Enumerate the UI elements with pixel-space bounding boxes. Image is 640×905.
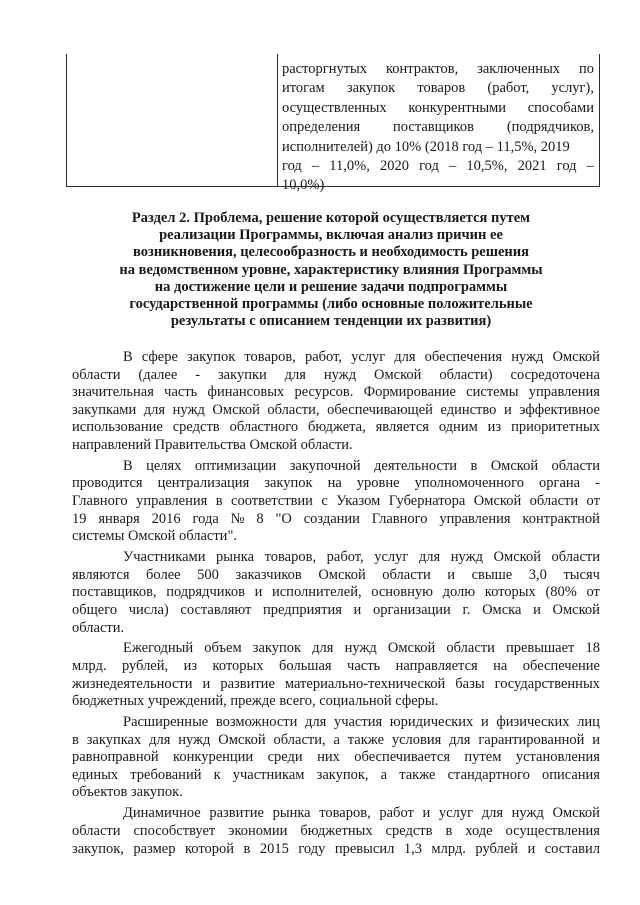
word: них bbox=[317, 749, 340, 766]
word: направляется bbox=[395, 657, 478, 674]
paragraph bbox=[72, 805, 600, 858]
word: исполнителей) до 10% (2018 год – 11,5%, 2019 bbox=[282, 138, 570, 155]
table-fragment bbox=[66, 54, 600, 194]
word: обеспечивается bbox=[354, 749, 450, 766]
text-line bbox=[72, 805, 600, 823]
word: (подрядчиков, bbox=[506, 119, 594, 136]
paragraph bbox=[72, 714, 600, 802]
word: является bbox=[375, 419, 429, 436]
word: к bbox=[213, 766, 221, 783]
word: проводится bbox=[72, 475, 143, 492]
word: закупок bbox=[346, 80, 396, 97]
section-heading bbox=[96, 210, 566, 330]
text-line bbox=[72, 528, 600, 546]
word: (80% bbox=[545, 584, 577, 601]
word: Главного bbox=[371, 510, 428, 527]
word: 1,3 bbox=[403, 840, 422, 857]
word: одним bbox=[438, 419, 478, 436]
word: осуществления bbox=[505, 822, 600, 839]
table-empty-cell bbox=[67, 54, 278, 186]
word: рынка bbox=[216, 549, 255, 566]
text-line bbox=[72, 349, 600, 367]
heading-line: результаты с описанием тенденции их развития) bbox=[170, 313, 492, 330]
word: соответствии bbox=[231, 493, 313, 510]
word: (далее bbox=[138, 366, 178, 383]
word: Омской bbox=[490, 457, 539, 474]
word: услуг bbox=[438, 805, 474, 822]
word: от bbox=[586, 493, 600, 510]
word: закупках bbox=[86, 731, 142, 748]
word: равноправной bbox=[72, 749, 159, 766]
word: 2021 bbox=[517, 158, 547, 175]
word: системы bbox=[466, 384, 519, 401]
word: Омской bbox=[473, 493, 522, 510]
table-text-line bbox=[282, 79, 594, 98]
word: общего bbox=[72, 601, 118, 618]
word: работ, bbox=[304, 349, 342, 365]
text-line bbox=[72, 367, 600, 385]
word: 2016 bbox=[151, 510, 181, 527]
word: с bbox=[321, 493, 328, 510]
word: 19 bbox=[72, 510, 87, 527]
word: 8 bbox=[256, 510, 264, 527]
word: № bbox=[230, 510, 245, 527]
word: в bbox=[72, 731, 79, 748]
word: управления bbox=[528, 384, 600, 401]
word: в bbox=[445, 822, 453, 839]
text-line bbox=[72, 714, 600, 732]
word: рынка bbox=[272, 805, 311, 822]
word: Губернатора bbox=[388, 493, 466, 510]
word: часть bbox=[347, 657, 381, 674]
word: на bbox=[327, 475, 342, 492]
word: заказчиков bbox=[235, 566, 302, 583]
word: ходе bbox=[465, 822, 493, 839]
word: закупок, bbox=[72, 840, 124, 857]
word: поставщиков bbox=[393, 119, 474, 136]
word: для bbox=[418, 549, 441, 566]
word: по bbox=[578, 61, 594, 77]
word: Расширенные bbox=[123, 714, 209, 731]
word: способствует bbox=[133, 822, 216, 839]
word: рублей bbox=[475, 840, 518, 857]
word: Омской bbox=[552, 349, 600, 365]
table-text-line bbox=[282, 60, 594, 79]
word: 2020 bbox=[379, 158, 409, 175]
word: лиц bbox=[577, 714, 600, 731]
word: нужд bbox=[178, 731, 211, 748]
word: Главного bbox=[72, 493, 128, 510]
word: объектов закупок. bbox=[72, 784, 183, 801]
word: предприятия bbox=[263, 601, 342, 618]
text-line bbox=[72, 749, 600, 767]
text-line bbox=[72, 602, 600, 620]
word: закупками bbox=[72, 401, 137, 418]
word: Омской bbox=[318, 566, 366, 583]
word: развитие bbox=[220, 675, 275, 692]
word: и bbox=[254, 584, 263, 601]
word: и bbox=[447, 566, 456, 583]
word: Омской bbox=[218, 731, 266, 748]
text-line bbox=[72, 841, 600, 859]
text-line bbox=[72, 584, 600, 602]
word: и bbox=[202, 675, 211, 692]
word: поставщиков, bbox=[72, 584, 157, 601]
word: единых bbox=[72, 766, 119, 783]
word: более bbox=[146, 566, 181, 583]
text-line bbox=[72, 493, 600, 511]
word: и bbox=[592, 731, 600, 748]
word: и bbox=[527, 840, 536, 857]
word: области bbox=[382, 566, 431, 583]
word: Формирование bbox=[363, 384, 456, 401]
word: на bbox=[493, 657, 508, 674]
table-text-line bbox=[282, 118, 594, 137]
word: 18 bbox=[585, 640, 600, 657]
word: области bbox=[446, 640, 495, 657]
word: в bbox=[243, 840, 251, 857]
word: требований bbox=[130, 766, 202, 783]
word: участия bbox=[333, 714, 383, 731]
word: развитие bbox=[209, 805, 264, 822]
word: области. bbox=[72, 619, 125, 636]
word: и bbox=[480, 714, 489, 731]
text-line bbox=[72, 402, 600, 420]
text-line bbox=[72, 640, 600, 658]
word: закупок bbox=[264, 475, 313, 492]
word: для bbox=[394, 349, 416, 365]
word: сфере bbox=[141, 349, 178, 365]
word: Омской bbox=[493, 549, 541, 566]
word: бюджетных bbox=[300, 822, 373, 839]
word: нужд bbox=[511, 349, 544, 365]
word: финансовых bbox=[207, 384, 285, 401]
word: и bbox=[353, 601, 362, 618]
word: заключенных bbox=[477, 61, 561, 77]
word: для bbox=[149, 731, 171, 748]
word: уполномоченного bbox=[414, 475, 524, 492]
word: среди bbox=[267, 749, 303, 766]
word: закупок bbox=[187, 349, 236, 365]
word: области, bbox=[267, 401, 320, 418]
word: которых bbox=[212, 657, 264, 674]
word: основную bbox=[371, 584, 433, 601]
text-line bbox=[72, 823, 600, 841]
word: направлений Правительства Омской области. bbox=[72, 436, 353, 453]
word: области bbox=[551, 457, 600, 474]
word: закупочной bbox=[289, 457, 361, 474]
word: для bbox=[143, 401, 166, 418]
word: - bbox=[195, 366, 201, 383]
word: уровне bbox=[356, 475, 400, 492]
word: средств bbox=[172, 419, 220, 436]
text-line bbox=[72, 784, 600, 802]
heading-line: на ведомственном уровне, характеристику влияния Программы bbox=[119, 261, 543, 278]
text-line bbox=[72, 475, 600, 493]
word: бюджетных учреждений, прежде всего, социальной сферы. bbox=[72, 693, 439, 710]
word: обеспечения bbox=[424, 349, 503, 365]
word: области bbox=[72, 822, 121, 839]
word: долю bbox=[442, 584, 476, 601]
text-line bbox=[72, 419, 600, 437]
word: областного bbox=[229, 419, 299, 436]
text-line bbox=[72, 511, 600, 529]
word: часть bbox=[164, 384, 198, 401]
word: Динамичное bbox=[123, 805, 201, 822]
word: средств bbox=[385, 822, 433, 839]
word: описания bbox=[541, 766, 600, 783]
text-line bbox=[72, 549, 600, 567]
word: нужд bbox=[344, 640, 377, 657]
word: системы Омской области". bbox=[72, 528, 237, 545]
word: услуг), bbox=[551, 80, 594, 97]
table-text-line bbox=[282, 99, 594, 118]
word: приоритетных bbox=[511, 419, 600, 436]
word: в bbox=[470, 457, 478, 474]
heading-line: на достижение цели и решение задачи подпрограммы bbox=[154, 278, 508, 295]
word: а bbox=[380, 766, 388, 783]
word: участникам bbox=[232, 766, 305, 783]
text-line bbox=[72, 658, 600, 676]
word: нужд bbox=[323, 366, 357, 383]
word: 2015 bbox=[259, 840, 289, 857]
word: обеспечение bbox=[522, 657, 600, 674]
word: целях bbox=[146, 457, 182, 474]
word: и bbox=[503, 401, 512, 418]
word: и bbox=[422, 805, 431, 822]
word: г. bbox=[462, 601, 471, 618]
word: "О bbox=[275, 510, 292, 527]
word: нужд bbox=[450, 549, 483, 566]
word: области) bbox=[439, 366, 493, 383]
word: централизация bbox=[157, 475, 250, 492]
word: размер bbox=[133, 840, 176, 857]
word: Указом bbox=[336, 493, 381, 510]
word: из bbox=[183, 657, 198, 674]
word: 10,0%) bbox=[282, 177, 325, 194]
body-text bbox=[72, 349, 600, 861]
word: обеспечивающей bbox=[327, 401, 433, 418]
heading-line: возникновения, целесообразность и необходимость решения bbox=[133, 244, 529, 261]
word: Омска bbox=[482, 601, 522, 618]
word: товаров, bbox=[264, 549, 317, 566]
word: товаров, bbox=[319, 805, 371, 822]
word: тысяч bbox=[563, 566, 600, 583]
word: год bbox=[419, 158, 439, 175]
paragraph bbox=[72, 549, 600, 637]
text-line bbox=[72, 693, 600, 711]
word: 11,0%, bbox=[329, 158, 370, 175]
word: итогам bbox=[282, 80, 325, 97]
word: гарантированной bbox=[478, 731, 585, 748]
word: составил bbox=[544, 840, 600, 857]
word: году bbox=[298, 840, 326, 857]
word: расторгнутых bbox=[282, 61, 368, 77]
word: и bbox=[533, 601, 541, 618]
word: – bbox=[586, 158, 594, 175]
word: для bbox=[305, 714, 327, 731]
word: юридических bbox=[389, 714, 474, 731]
table-text-line bbox=[282, 157, 594, 176]
word: товаров, bbox=[244, 349, 296, 365]
word: жизнедеятельности bbox=[72, 675, 193, 692]
word: сосредоточена bbox=[510, 366, 600, 383]
word: год bbox=[556, 158, 577, 175]
word: оптимизации bbox=[194, 457, 277, 474]
word: Ежегодный bbox=[123, 640, 194, 657]
text-line bbox=[72, 732, 600, 750]
word: работ bbox=[379, 805, 414, 822]
word: установления bbox=[515, 749, 600, 766]
word: экономии bbox=[228, 822, 288, 839]
word: рублей, bbox=[121, 657, 169, 674]
word: исполнителей, bbox=[271, 584, 362, 601]
word: конкурентными bbox=[408, 99, 507, 116]
word: – bbox=[449, 158, 457, 175]
word: числа) bbox=[128, 601, 169, 618]
table-text-line bbox=[282, 138, 594, 157]
table-text-line bbox=[282, 176, 594, 195]
word: большая bbox=[279, 657, 332, 674]
word: год bbox=[282, 158, 302, 175]
word: объем bbox=[204, 640, 242, 657]
word: года bbox=[192, 510, 219, 527]
paragraph bbox=[72, 458, 600, 546]
word: Омской bbox=[387, 640, 436, 657]
heading-line: Раздел 2. Проблема, решение которой осуществляется путем bbox=[131, 210, 531, 226]
word: физических bbox=[496, 714, 570, 731]
word: возможности bbox=[215, 714, 298, 731]
word: превышает bbox=[505, 640, 575, 657]
word: В bbox=[123, 349, 133, 365]
text-line bbox=[72, 767, 600, 785]
word: а bbox=[333, 731, 340, 748]
word: от bbox=[586, 584, 600, 601]
word: составляют bbox=[180, 601, 252, 618]
word: осуществленных bbox=[282, 99, 387, 116]
word: контрактной bbox=[522, 510, 600, 527]
text-line bbox=[72, 676, 600, 694]
word: путем bbox=[464, 749, 502, 766]
word: ресурсов. bbox=[294, 384, 354, 401]
word: для bbox=[312, 640, 334, 657]
word: государственных bbox=[494, 675, 600, 692]
word: свыше bbox=[471, 566, 513, 583]
text-line bbox=[72, 567, 600, 585]
word: января bbox=[98, 510, 140, 527]
table-text-cell bbox=[278, 54, 599, 194]
word: также bbox=[347, 731, 385, 748]
word: В bbox=[123, 457, 133, 474]
word: стандартного bbox=[447, 766, 530, 783]
word: закупок, bbox=[316, 766, 369, 783]
word: млрд. bbox=[431, 840, 466, 857]
word: условия bbox=[391, 731, 442, 748]
word: превысил bbox=[334, 840, 395, 857]
word: 500 bbox=[197, 566, 219, 583]
word: создании bbox=[303, 510, 360, 527]
word: для bbox=[481, 805, 503, 822]
word: деятельности bbox=[374, 457, 458, 474]
paragraph bbox=[72, 640, 600, 710]
word: области, bbox=[273, 731, 326, 748]
word: эффективное bbox=[519, 401, 600, 418]
paragraph bbox=[72, 349, 600, 455]
heading-line: государственной программы (либо основные положительные bbox=[129, 296, 533, 313]
word: которой bbox=[184, 840, 235, 857]
word: Участниками bbox=[123, 549, 206, 566]
word: также bbox=[399, 766, 436, 783]
word: Омской bbox=[374, 366, 422, 383]
word: контрактов, bbox=[385, 61, 459, 77]
word: Омской bbox=[552, 601, 600, 618]
word: закупок bbox=[252, 640, 302, 657]
word: значительная bbox=[72, 384, 154, 401]
word: области bbox=[551, 549, 600, 566]
word: закупки bbox=[217, 366, 267, 383]
word: определения bbox=[282, 119, 361, 136]
word: Омской bbox=[552, 805, 600, 822]
word: управления bbox=[136, 493, 208, 510]
word: нужд bbox=[511, 805, 544, 822]
word: в bbox=[215, 493, 223, 510]
word: услуг bbox=[351, 349, 386, 365]
text-line bbox=[72, 384, 600, 402]
text-line bbox=[72, 437, 600, 455]
word: управления bbox=[439, 510, 511, 527]
word: товаров bbox=[417, 80, 466, 97]
word: конкуренции bbox=[173, 749, 254, 766]
word: млрд. bbox=[72, 657, 107, 674]
word: услуг bbox=[374, 549, 409, 566]
word: 10,5%, bbox=[466, 158, 508, 175]
word: для bbox=[284, 366, 306, 383]
word: – bbox=[311, 158, 320, 175]
word: которых bbox=[484, 584, 536, 601]
word: подрядчиков bbox=[166, 584, 245, 601]
word: области bbox=[72, 366, 121, 383]
word: 3,0 bbox=[528, 566, 547, 583]
word: организации bbox=[372, 601, 451, 618]
word: Омской bbox=[212, 401, 260, 418]
word: из bbox=[487, 419, 502, 436]
word: бюджета, bbox=[308, 419, 366, 436]
word: материально-технической bbox=[284, 675, 446, 692]
text-line bbox=[72, 458, 600, 476]
word: использование bbox=[72, 419, 163, 436]
word: нужд bbox=[172, 401, 205, 418]
heading-line: реализации Программы, включая анализ причин ее bbox=[159, 227, 503, 244]
word: являются bbox=[72, 566, 130, 583]
text-line bbox=[72, 620, 600, 638]
word: способами bbox=[527, 99, 594, 116]
word: единство bbox=[440, 401, 497, 418]
word: базы bbox=[455, 675, 485, 692]
word: органа bbox=[539, 475, 581, 492]
word: (работ, bbox=[487, 80, 530, 97]
word: области bbox=[529, 493, 579, 510]
word: для bbox=[449, 731, 471, 748]
word: работ, bbox=[326, 549, 364, 566]
word: - bbox=[595, 475, 600, 492]
